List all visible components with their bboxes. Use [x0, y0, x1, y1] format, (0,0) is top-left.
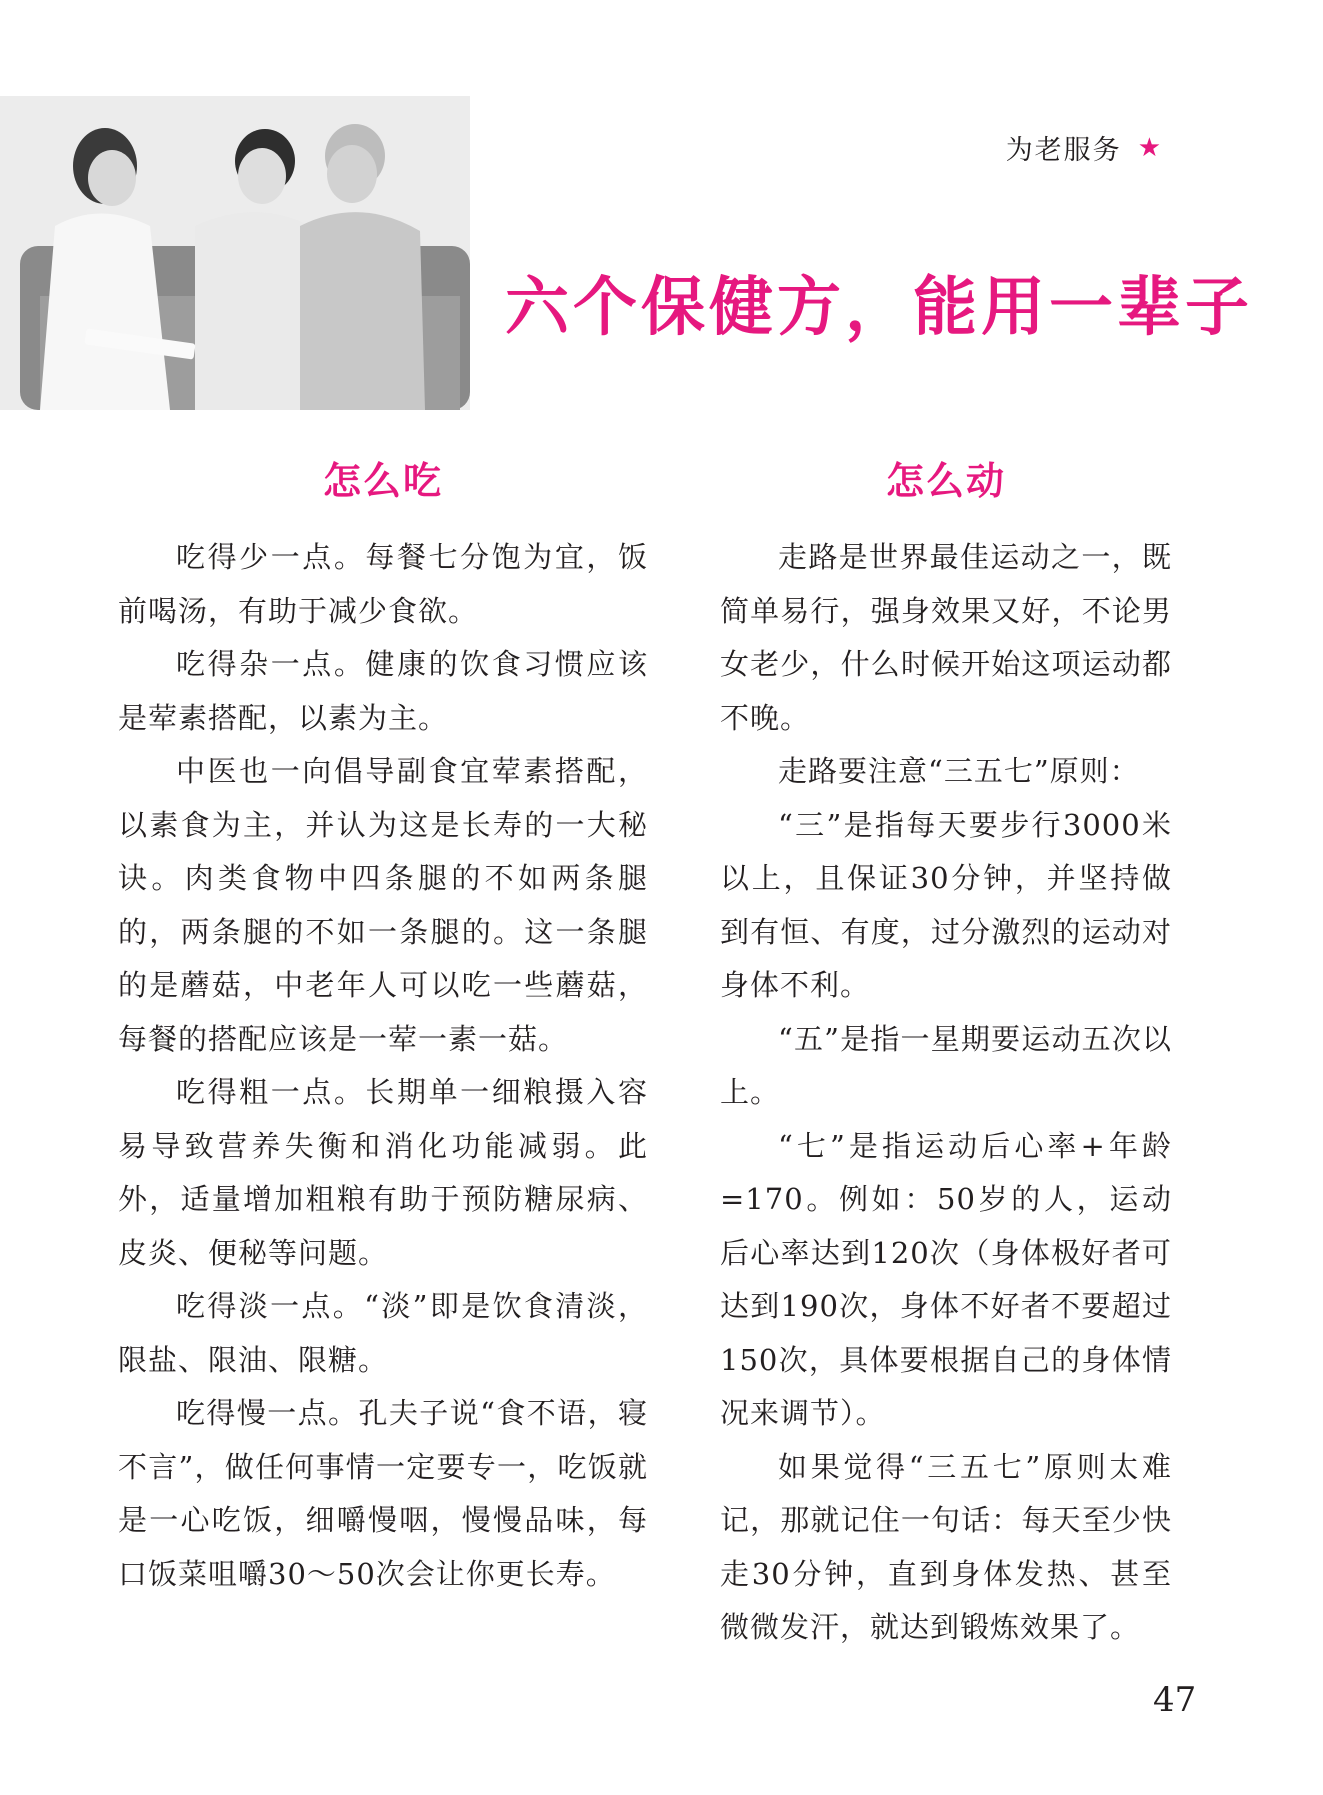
- photo-illustration: [0, 96, 470, 410]
- page-number: 47: [1153, 1680, 1197, 1720]
- section-tag-label: 为老服务: [1005, 135, 1122, 166]
- paragraph: 如果觉得“三五七”原则太难记，那就记住一句话：每天至少快走30分钟，直到身体发热、甚至微微发汗，就达到锻炼效果了。: [720, 1449, 1172, 1644]
- paragraph: “三”是指每天要步行3000米以上，且保证30分钟，并坚持做到有恒、有度，过分激烈的运动对身体不利。: [720, 807, 1172, 1002]
- paragraph: 中医也一向倡导副食宜荤素搭配，以素食为主，并认为这是长寿的一大秘诀。肉类食物中四条腿的不如两条腿的，两条腿的不如一条腿的。这一条腿的是蘑菇，中老年人可以吃一些蘑菇，每餐的搭配应该是一荤一素一菇。: [118, 754, 648, 1056]
- column-eating: [118, 450, 648, 1601]
- column-heading-eating: 怎么吃: [322, 459, 443, 503]
- paragraph: 吃得粗一点。长期单一细粮摄入容易导致营养失衡和消化功能减弱。此外，适量增加粗粮有助于预防糖尿病、皮炎、便秘等问题。: [118, 1075, 648, 1270]
- paragraph: 走路要注意“三五七”原则：: [778, 754, 1140, 788]
- paragraph: “七”是指运动后心率+年龄=170。例如：50岁的人，运动后心率达到120次（身体极好者可达到190次，身体不好者不要超过150次，具体要根据自己的身体情况来调节）。: [720, 1128, 1172, 1430]
- article-title: 六个保健方，能用一辈子: [505, 270, 1253, 345]
- star-icon: ★: [1137, 132, 1163, 163]
- section-tag: [1006, 128, 1163, 167]
- column-heading-exercise: 怎么动: [885, 459, 1006, 503]
- column-exercise: [720, 450, 1172, 1655]
- header-photo: [0, 96, 470, 410]
- paragraph: 吃得慢一点。孔夫子说“食不语，寝不言”，做任何事情一定要专一，吃饭就是一心吃饭，细嚼慢咽，慢慢品味，每口饭菜咀嚼30～50次会让你更长寿。: [118, 1396, 648, 1591]
- paragraph: 吃得杂一点。健康的饮食习惯应该是荤素搭配，以素为主。: [118, 647, 648, 735]
- paragraph: 吃得淡一点。“淡”即是饮食清淡，限盐、限油、限糖。: [118, 1289, 648, 1377]
- paragraph: 吃得少一点。每餐七分饱为宜，饭前喝汤，有助于减少食欲。: [118, 540, 648, 628]
- paragraph: “五”是指一星期要运动五次以上。: [720, 1021, 1172, 1109]
- paragraph: 走路是世界最佳运动之一，既简单易行，强身效果又好，不论男女老少，什么时候开始这项运动都不晚。: [720, 540, 1172, 735]
